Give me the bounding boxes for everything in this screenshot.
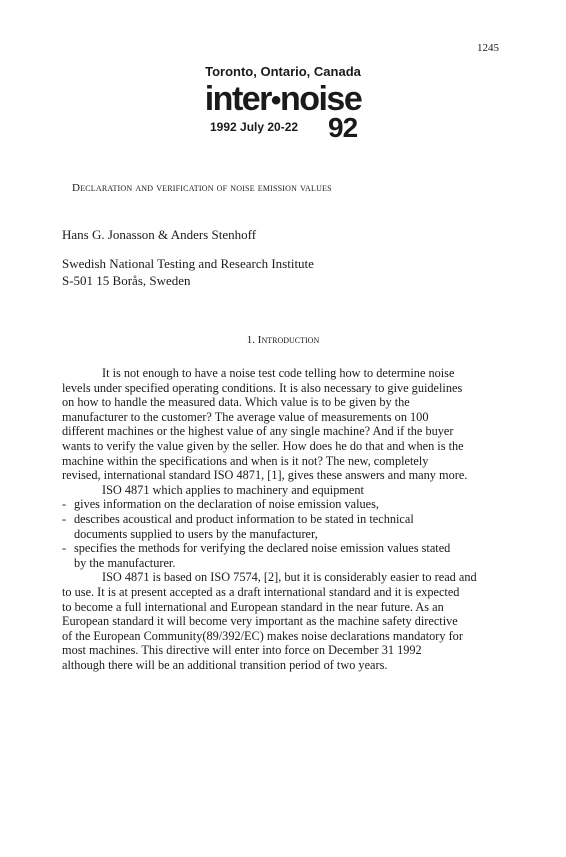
paper-title: Declaration and verification of noise emission values [72,182,332,194]
conference-venue: Toronto, Ontario, Canada [205,64,361,79]
list-item [62,541,504,556]
conference-dates: 1992 July 20-22 [210,120,299,134]
text-line: European standard it will become very important as the machine safety directive [62,614,458,629]
text-line: ISO 4871 which applies to machinery and equipment [102,482,364,497]
text-line: levels under specified operating conditions. It is also necessary to give guidelines [62,380,463,395]
list-item-continuation: by the manufacturer. [74,555,176,570]
list-dash: - [62,497,67,512]
text-line: to use. It is at present accepted as a draft international standard and it is expected [62,584,460,599]
list-item-continuation: documents supplied to users by the manufacturer, [74,526,318,541]
list-item-text: specifies the methods for verifying the declared noise emission values stated [74,541,451,556]
logo-part-inter: inter [204,80,271,118]
list-item-text: gives information on the declaration of noise emission values, [74,497,379,512]
section-heading: 1. Introduction [246,334,320,346]
conference-year-mark: 92 [328,112,358,143]
text-line: It is not enough to have a noise test code telling how to determine noise [102,366,455,380]
text-line: manufacturer to the customer? The average value of measurements on 100 [62,409,429,424]
list-item-text: describes acoustical and product information to be stated in technical [74,511,414,526]
inter-noise-logo [0,80,566,119]
text-line: of the European Community(89/392/EC) makes noise declarations mandatory for [62,628,463,643]
text-line: revised, international standard ISO 4871, [1], gives these answers and many more. [62,468,468,483]
logo-dot: • [270,84,280,117]
text-line: on how to handle the measured data. Which value is to be given by the [62,395,410,410]
text-line: although there will be an additional transition period of two years. [62,657,388,672]
text-line: wants to verify the value given by the seller. How does he do that and when is the [62,438,464,453]
text-line: ISO 4871 is based on ISO 7574, [2], but it is considerably easier to read and [102,570,477,585]
list-item [62,497,504,512]
list-item [62,512,504,527]
logo-part-noise: noise [279,80,362,118]
text-line: to become a full international and European standard in the near future. As an [62,599,444,614]
paper-authors: Hans G. Jonasson & Anders Stenhoff [62,227,257,242]
list-dash: - [62,541,67,556]
affiliation-line-1: Swedish National Testing and Research Institute [62,256,314,271]
list-dash: - [62,511,67,526]
text-line: different machines or the highest value of any single machine? And if the buyer [62,424,454,439]
body-text [62,366,504,672]
text-line: most machines. This directive will enter into force on December 31 1992 [62,643,422,658]
affiliation-line-2: S-501 15 Borås, Sweden [62,273,191,288]
text-line: machine within the specifications and when is it not? The new, completely [62,453,429,468]
page-number: 1245 [477,42,499,54]
